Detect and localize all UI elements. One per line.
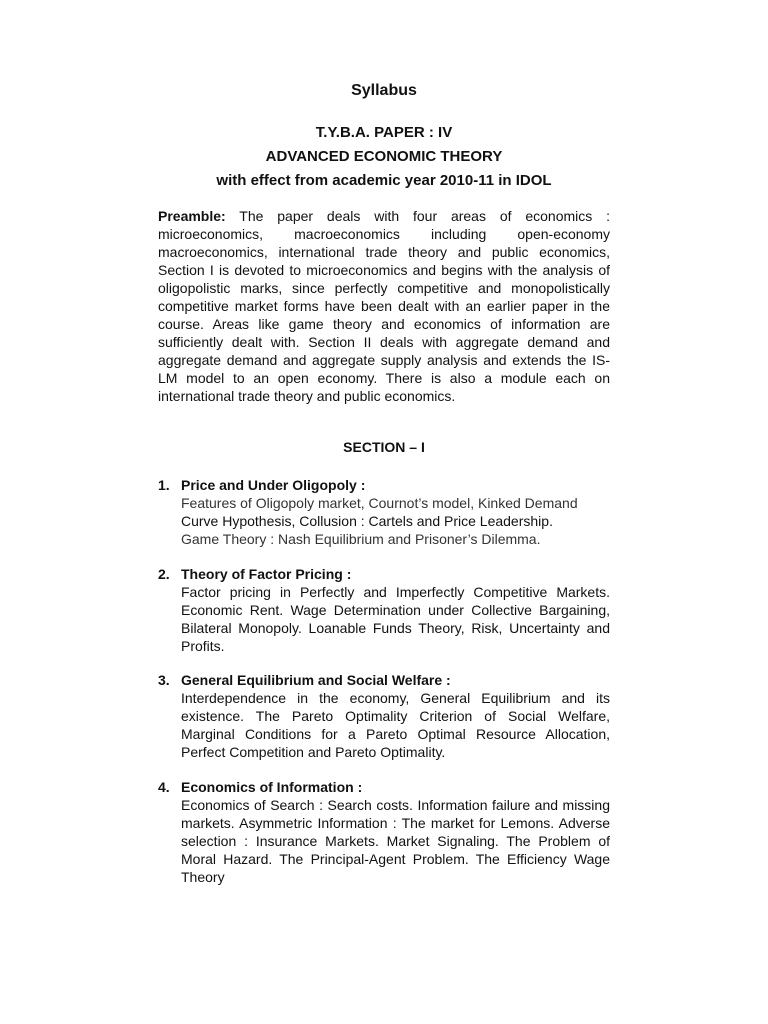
item-number: 3. [158, 672, 170, 688]
paper-code: T.Y.B.A. PAPER : IV [315, 124, 453, 141]
preamble-text: The paper deals with four areas of economics : microeconomics, macroeconomics including open-economy macroeconomics, international trade theory and public economics, Section I is devoted to microeconomics and begins with the analysis of oligopolistic marks, since perfectly competitive and monopolistically competitive market forms have been dealt with an earlier paper in the course. Areas like game theory and economics of information are sufficiently dealt with. Section II deals with aggregate demand and aggregate demand and aggregate supply analysis and extends the IS-LM model to an open economy. There is also a module each on international trade theory and public economics. [158, 208, 610, 404]
item-number: 4. [158, 779, 170, 795]
syllabus-item-1 [158, 476, 610, 548]
item-number: 2. [158, 566, 170, 582]
item-heading: Theory of Factor Pricing : [181, 566, 352, 582]
item-heading: Price and Under Oligopoly : [181, 477, 366, 493]
preamble-label: Preamble: [158, 208, 226, 224]
item-body-line: Features of Oligopoly market, Cournot’s model, Kinked Demand [181, 495, 578, 511]
item-number: 1. [158, 477, 170, 493]
paper-name: ADVANCED ECONOMIC THEORY [265, 148, 503, 165]
item-heading: General Equilibrium and Social Welfare : [181, 672, 451, 688]
item-body: Factor pricing in Perfectly and Imperfectly Competitive Markets. Economic Rent. Wage Determination under Collective Bargaining, Bilateral Monopoly. Loanable Funds Theory, Risk, Uncertainty and Profits. [181, 584, 610, 654]
item-body: Interdependence in the economy, General Equilibrium and its existence. The Pareto Optimality Criterion of Social Welfare, Marginal Conditions for a Pareto Optimal Resource Allocation, Perfect Competition and Pareto Optimality. [181, 690, 610, 760]
syllabus-item-2 [158, 565, 610, 655]
preamble-paragraph [158, 207, 610, 405]
item-heading: Economics of Information : [181, 779, 363, 795]
page-title: Syllabus [351, 82, 417, 99]
item-body [181, 494, 610, 548]
item-body: Economics of Search : Search costs. Information failure and missing markets. Asymmetric Information : The market for Lemons. Adverse selection : Insurance Markets. Market Signaling. The Problem of Moral Hazard. The Principal-Agent Problem. The Efficiency Wage Theory [181, 797, 610, 885]
effective-year: with effect from academic year 2010-11 in IDOL [216, 172, 552, 189]
item-body-line: Game Theory : Nash Equilibrium and Prisoner’s Dilemma. [181, 531, 541, 547]
section-heading: SECTION – I [343, 439, 425, 455]
syllabus-item-3 [158, 671, 610, 761]
item-body-line: Curve Hypothesis, Collusion : Cartels and Price Leadership. [181, 513, 553, 529]
syllabus-item-4 [158, 778, 610, 886]
